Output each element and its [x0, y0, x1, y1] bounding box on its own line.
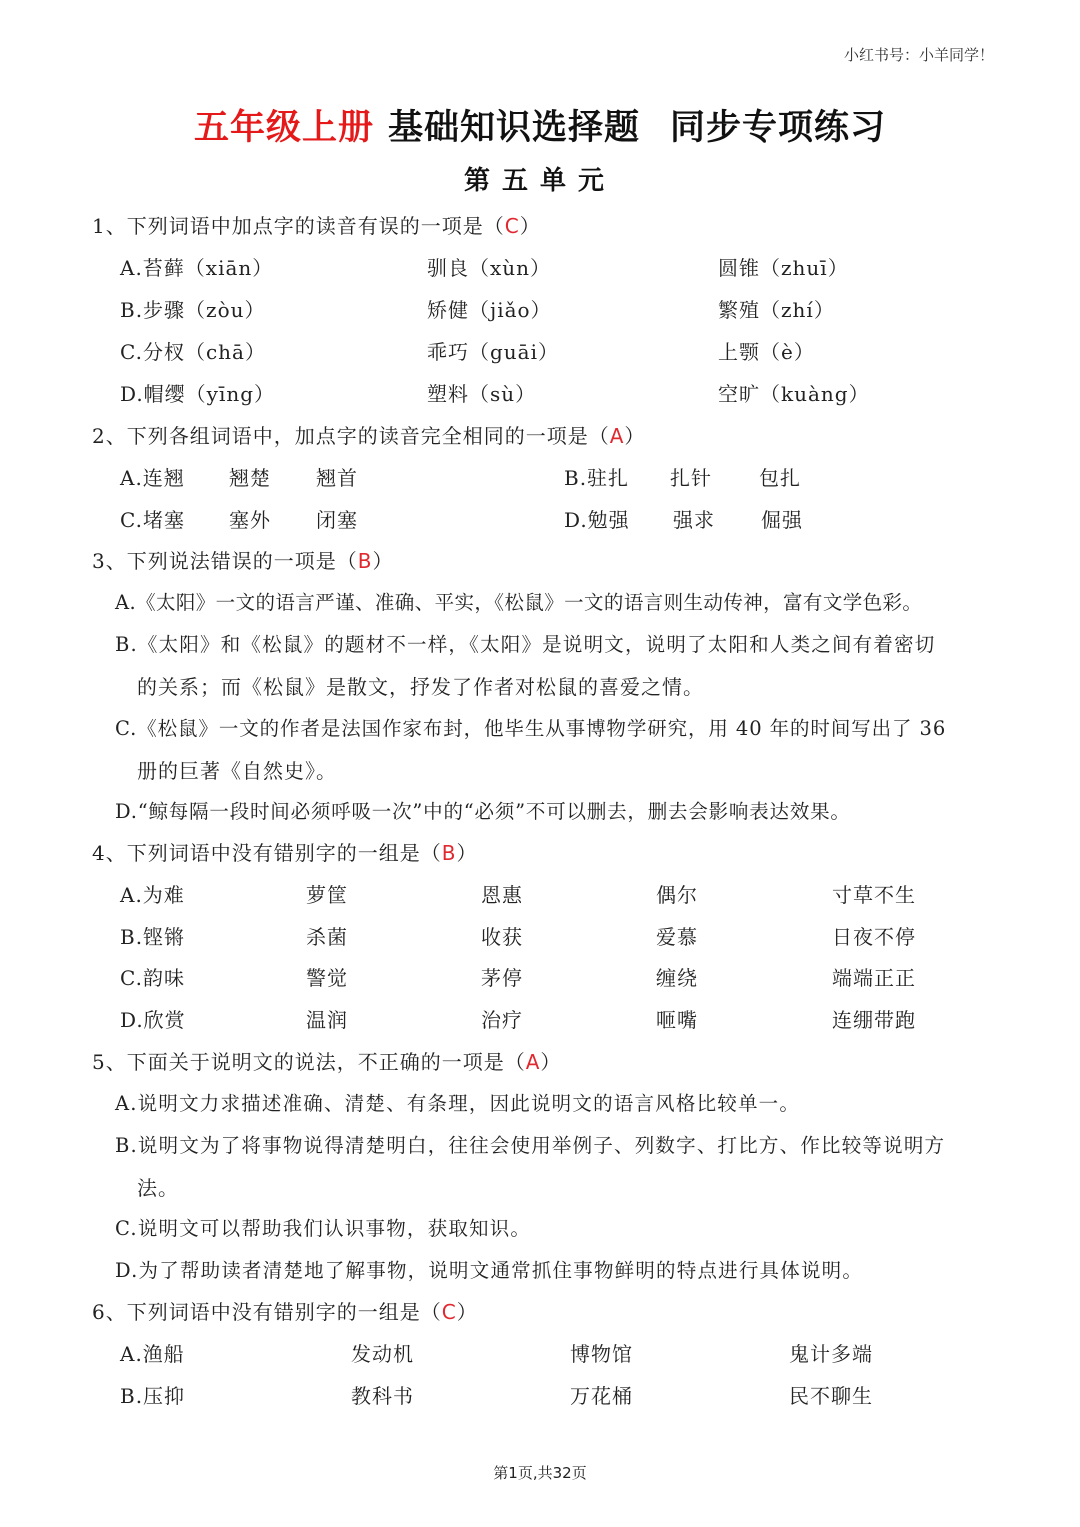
- q1-option: 驯良（xùn）: [427, 256, 552, 280]
- q4-word: A.为难: [120, 883, 185, 907]
- page-title: [0, 100, 1080, 150]
- q4-word: 端端正正: [832, 966, 916, 990]
- title-grade: 五年级上册: [193, 108, 374, 148]
- q3-option-b: B.《太阳》和《松鼠》的题材不一样，《太阳》是说明文，说明了太阳和人类之间有着密切: [115, 633, 936, 656]
- unit-heading: 第五单元: [463, 166, 616, 196]
- q5-option-b: B.说明文为了将事物说得清楚明白，往往会使用举例子、列数字、打比方、作比较等说明方: [115, 1134, 946, 1157]
- q2-word: 强求: [673, 508, 715, 532]
- q6-word: 万花桶: [570, 1384, 633, 1408]
- question-1-answer: C: [504, 214, 520, 238]
- q4-word: 茅停: [481, 966, 523, 990]
- question-4-answer: B: [441, 841, 457, 865]
- q6-word: 发动机: [351, 1342, 414, 1366]
- page-number: 第1页,共32页: [493, 1464, 587, 1482]
- q4-word: 杀菌: [306, 925, 348, 949]
- q4-word: 寸草不生: [832, 883, 916, 907]
- q6-word: A.渔船: [120, 1342, 185, 1366]
- q3-option-d: D.“鲸每隔一段时间必须呼吸一次”中的“必须”不可以删去，删去会影响表达效果。: [115, 800, 851, 823]
- q6-word: 民不聊生: [789, 1384, 873, 1408]
- q4-word: 温润: [306, 1008, 348, 1032]
- q4-word: D.欣赏: [120, 1008, 186, 1032]
- watermark-text: 小红书号：小羊同学！: [843, 46, 994, 64]
- q4-word: 日夜不停: [832, 925, 916, 949]
- q2-word: C.堵塞: [120, 508, 185, 532]
- q1-option: 圆锥（zhuī）: [718, 256, 849, 280]
- q4-word: 恩惠: [481, 883, 523, 907]
- q4-word: 缠绕: [656, 966, 698, 990]
- q4-word: 治疗: [481, 1008, 523, 1032]
- q1-option: 塑料（sù）: [427, 382, 537, 406]
- q5-option-c: C.说明文可以帮助我们认识事物，获取知识。: [115, 1217, 532, 1240]
- q6-word: 鬼计多端: [789, 1342, 873, 1366]
- q5-option-b-cont: 法。: [137, 1176, 179, 1200]
- question-6-stem: 6、下列词语中没有错别字的一组是（C）: [92, 1300, 478, 1324]
- question-2-stem: 2、下列各组词语中，加点字的读音完全相同的一项是（A）: [92, 424, 646, 448]
- q1-option: 乖巧（guāi）: [427, 340, 560, 364]
- question-5-answer: A: [525, 1050, 541, 1074]
- q5-option-d: D.为了帮助读者清楚地了解事物，说明文通常抓住事物鲜明的特点进行具体说明。: [115, 1259, 864, 1282]
- question-5-stem: 5、下面关于说明文的说法，不正确的一项是（A）: [92, 1050, 562, 1074]
- q1-option: B.步骤（zòu）: [120, 298, 266, 322]
- q3-option-b-cont: 的关系；而《松鼠》是散文，抒发了作者对松鼠的喜爱之情。: [137, 675, 704, 699]
- q2-word: 塞外: [229, 508, 271, 532]
- q1-option: A.苔藓（xiān）: [120, 256, 274, 280]
- question-2-answer: A: [609, 424, 625, 448]
- q2-word: 闭塞: [316, 508, 358, 532]
- q5-option-a: A.说明文力求描述准确、清楚、有条理，因此说明文的语言风格比较单一。: [115, 1092, 801, 1115]
- q4-word: 警觉: [306, 966, 348, 990]
- q3-option-a: A.《太阳》一文的语言严谨、准确、平实，《松鼠》一文的语言则生动传神，富有文学色彩。: [115, 591, 923, 614]
- q1-option: C.分杈（chā）: [120, 340, 266, 364]
- q1-option: 上颚（è）: [718, 340, 815, 364]
- q4-word: B.铿锵: [120, 925, 186, 949]
- q6-word: 教科书: [351, 1384, 414, 1408]
- q4-word: 咂嘴: [656, 1008, 698, 1032]
- question-3-answer: B: [357, 549, 373, 573]
- q1-option: D.帽缨（yīng）: [120, 382, 276, 406]
- title-topic: 基础知识选择题: [387, 108, 640, 148]
- q4-word: 收获: [481, 925, 523, 949]
- q3-option-c-cont: 册的巨著《自然史》。: [137, 759, 337, 783]
- question-1-stem: 1、下列词语中加点字的读音有误的一项是（C）: [92, 214, 541, 238]
- q2-word: 倔强: [761, 508, 803, 532]
- q2-word: 扎针: [670, 466, 712, 490]
- q2-word: 翘楚: [229, 466, 271, 490]
- q1-option: 繁殖（zhí）: [718, 298, 835, 322]
- q2-word: A.连翘: [120, 466, 185, 490]
- q6-word: 博物馆: [570, 1342, 633, 1366]
- q2-word: 翘首: [316, 466, 358, 490]
- q4-word: 偶尔: [656, 883, 698, 907]
- q4-word: 爱慕: [656, 925, 698, 949]
- q2-word: 包扎: [759, 466, 801, 490]
- question-4-stem: 4、下列词语中没有错别字的一组是（B）: [92, 841, 478, 865]
- q2-word: D.勉强: [564, 508, 630, 532]
- q6-word: B.压抑: [120, 1384, 186, 1408]
- q3-option-c: C.《松鼠》一文的作者是法国作家布封，他毕生从事博物学研究，用 40 年的时间写出了 36: [115, 717, 947, 740]
- question-3-stem: 3、下列说法错误的一项是（B）: [92, 549, 394, 573]
- q4-word: 连绷带跑: [832, 1008, 916, 1032]
- q4-word: 萝筐: [306, 883, 348, 907]
- q2-word: B.驻扎: [564, 466, 630, 490]
- q1-option: 矫健（jiǎo）: [427, 298, 552, 322]
- question-6-answer: C: [441, 1300, 457, 1324]
- title-practice: 同步专项练习: [670, 108, 887, 148]
- q4-word: C.韵味: [120, 966, 185, 990]
- q1-option: 空旷（kuàng）: [718, 382, 870, 406]
